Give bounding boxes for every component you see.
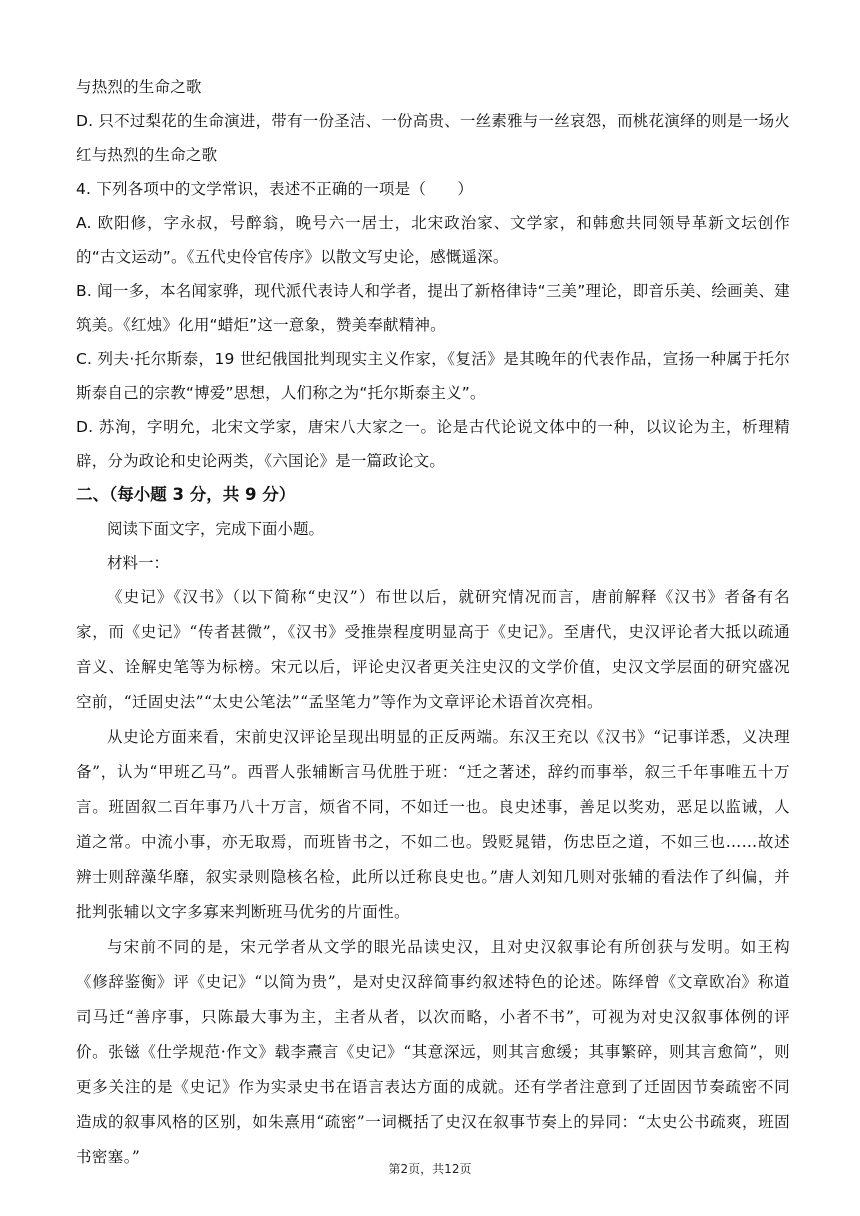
material-paragraph-2: 从史论方面来看，宋前史汉评论呈现出明显的正反两端。东汉王充以《汉书》“记事详悉，义决理备”，认为“甲班乙马”。西晋人张辅断言马优胜于班：“迁之著述，辞约而事举，叙三千年事唯五十万言。班固叙二百年事乃八十万言，烦省不同，不如迁一也。良史述事，善足以奖劝，恶足以监诫，人道之常。中流小事，亦无取焉，而班皆书之，不如二也。毁贬晁错，伤忠臣之道，不如三也……故述辨士则辞藻华靡，叙实录则隐核名检，此所以迁称良史也。”唐人刘知几则对张辅的看法作了纠偏，并批判张辅以文字多寡来判断班马优劣的片面性。	[76, 728, 790, 921]
option-d-question3: D. 只不过梨花的生命演进，带有一份圣洁、一份高贵、一丝素雅与一丝哀怨，而桃花演绎的则是一场火红与热烈的生命之歌	[76, 112, 790, 164]
option-c-continuation: 与热烈的生命之歌	[76, 78, 202, 96]
question-4-option-d: D. 苏洵，字明允，北宋文学家，唐宋八大家之一。论是古代论说文体中的一种，以议论为主，析理精辟，分为政论和史论两类，《六国论》是一篇政论文。	[76, 418, 790, 470]
material-paragraph-1: 《史记》《汉书》（以下简称“史汉”）布世以后，就研究情况而言，唐前解释《汉书》者备有名家，而《史记》“传者甚微”，《汉书》受推崇程度明显高于《史记》。至唐代，史汉评论者大抵以疏通音义、诠解史笔等为标榜。宋元以后，评论史汉者更关注史汉的文学价值，史汉文学层面的研究盛况空前，“迁固史法”“太史公笔法”“孟坚笔力”等作为文章评论术语首次亮相。	[76, 588, 790, 711]
question-4-option-a: A. 欧阳修，字永叔，号醉翁，晚号六一居士，北宋政治家、文学家，和韩愈共同领导革新文坛创作的“古文运动”。《五代史伶官传序》以散文写史论，感慨遥深。	[76, 214, 790, 266]
page-number-footer: 第2页，共12页	[388, 1162, 472, 1176]
question-4-option-c: C. 列夫·托尔斯泰，19 世纪俄国批判现实主义作家，《复活》是其晚年的代表作品，宣扬一种属于托尔斯泰自己的宗教“博爱”思想，人们称之为“托尔斯泰主义”。	[76, 350, 790, 402]
material-paragraph-3: 与宋前不同的是，宋元学者从文学的眼光品读史汉，且对史汉叙事论有所创获与发明。如王构《修辞鉴衡》评《史记》“以简为贵”，是对史汉辞简事约叙述特色的论述。陈绎曾《文章欧冶》称道司马迁“善序事，只陈最大事为主，主者从者，以次而略，小者不书”，可视为对史汉叙事体例的评价。张镃《仕学规范·作文》载李燾言《史记》“其意深远，则其言愈缓；其事繁碎，则其言愈简”，则更多关注的是《史记》作为实录史书在语言表达方面的成就。还有学者注意到了迁固因节奏疏密不同造成的叙事风格的区别，如朱熹用“疏密”一词概括了史汉在叙事节奏上的异同：“太史公书疏爽，班固书密塞。”	[76, 938, 790, 1166]
section-2-instruction: 阅读下面文字，完成下面小题。	[107, 520, 325, 538]
question-4-stem: 4. 下列各项中的文学常识，表述不正确的一项是（ ）	[76, 180, 474, 198]
section-2-title: 二、（每小题 3 分，共 9 分）	[76, 485, 296, 504]
question-4-option-b: B. 闻一多，本名闻家骅，现代派代表诗人和学者，提出了新格律诗“三美”理论，即音乐美、绘画美、建筑美。《红烛》化用“蜡炬”这一意象，赞美奉献精神。	[76, 282, 790, 334]
page-content	[76, 70, 790, 1175]
material-label: 材料一：	[107, 554, 170, 572]
